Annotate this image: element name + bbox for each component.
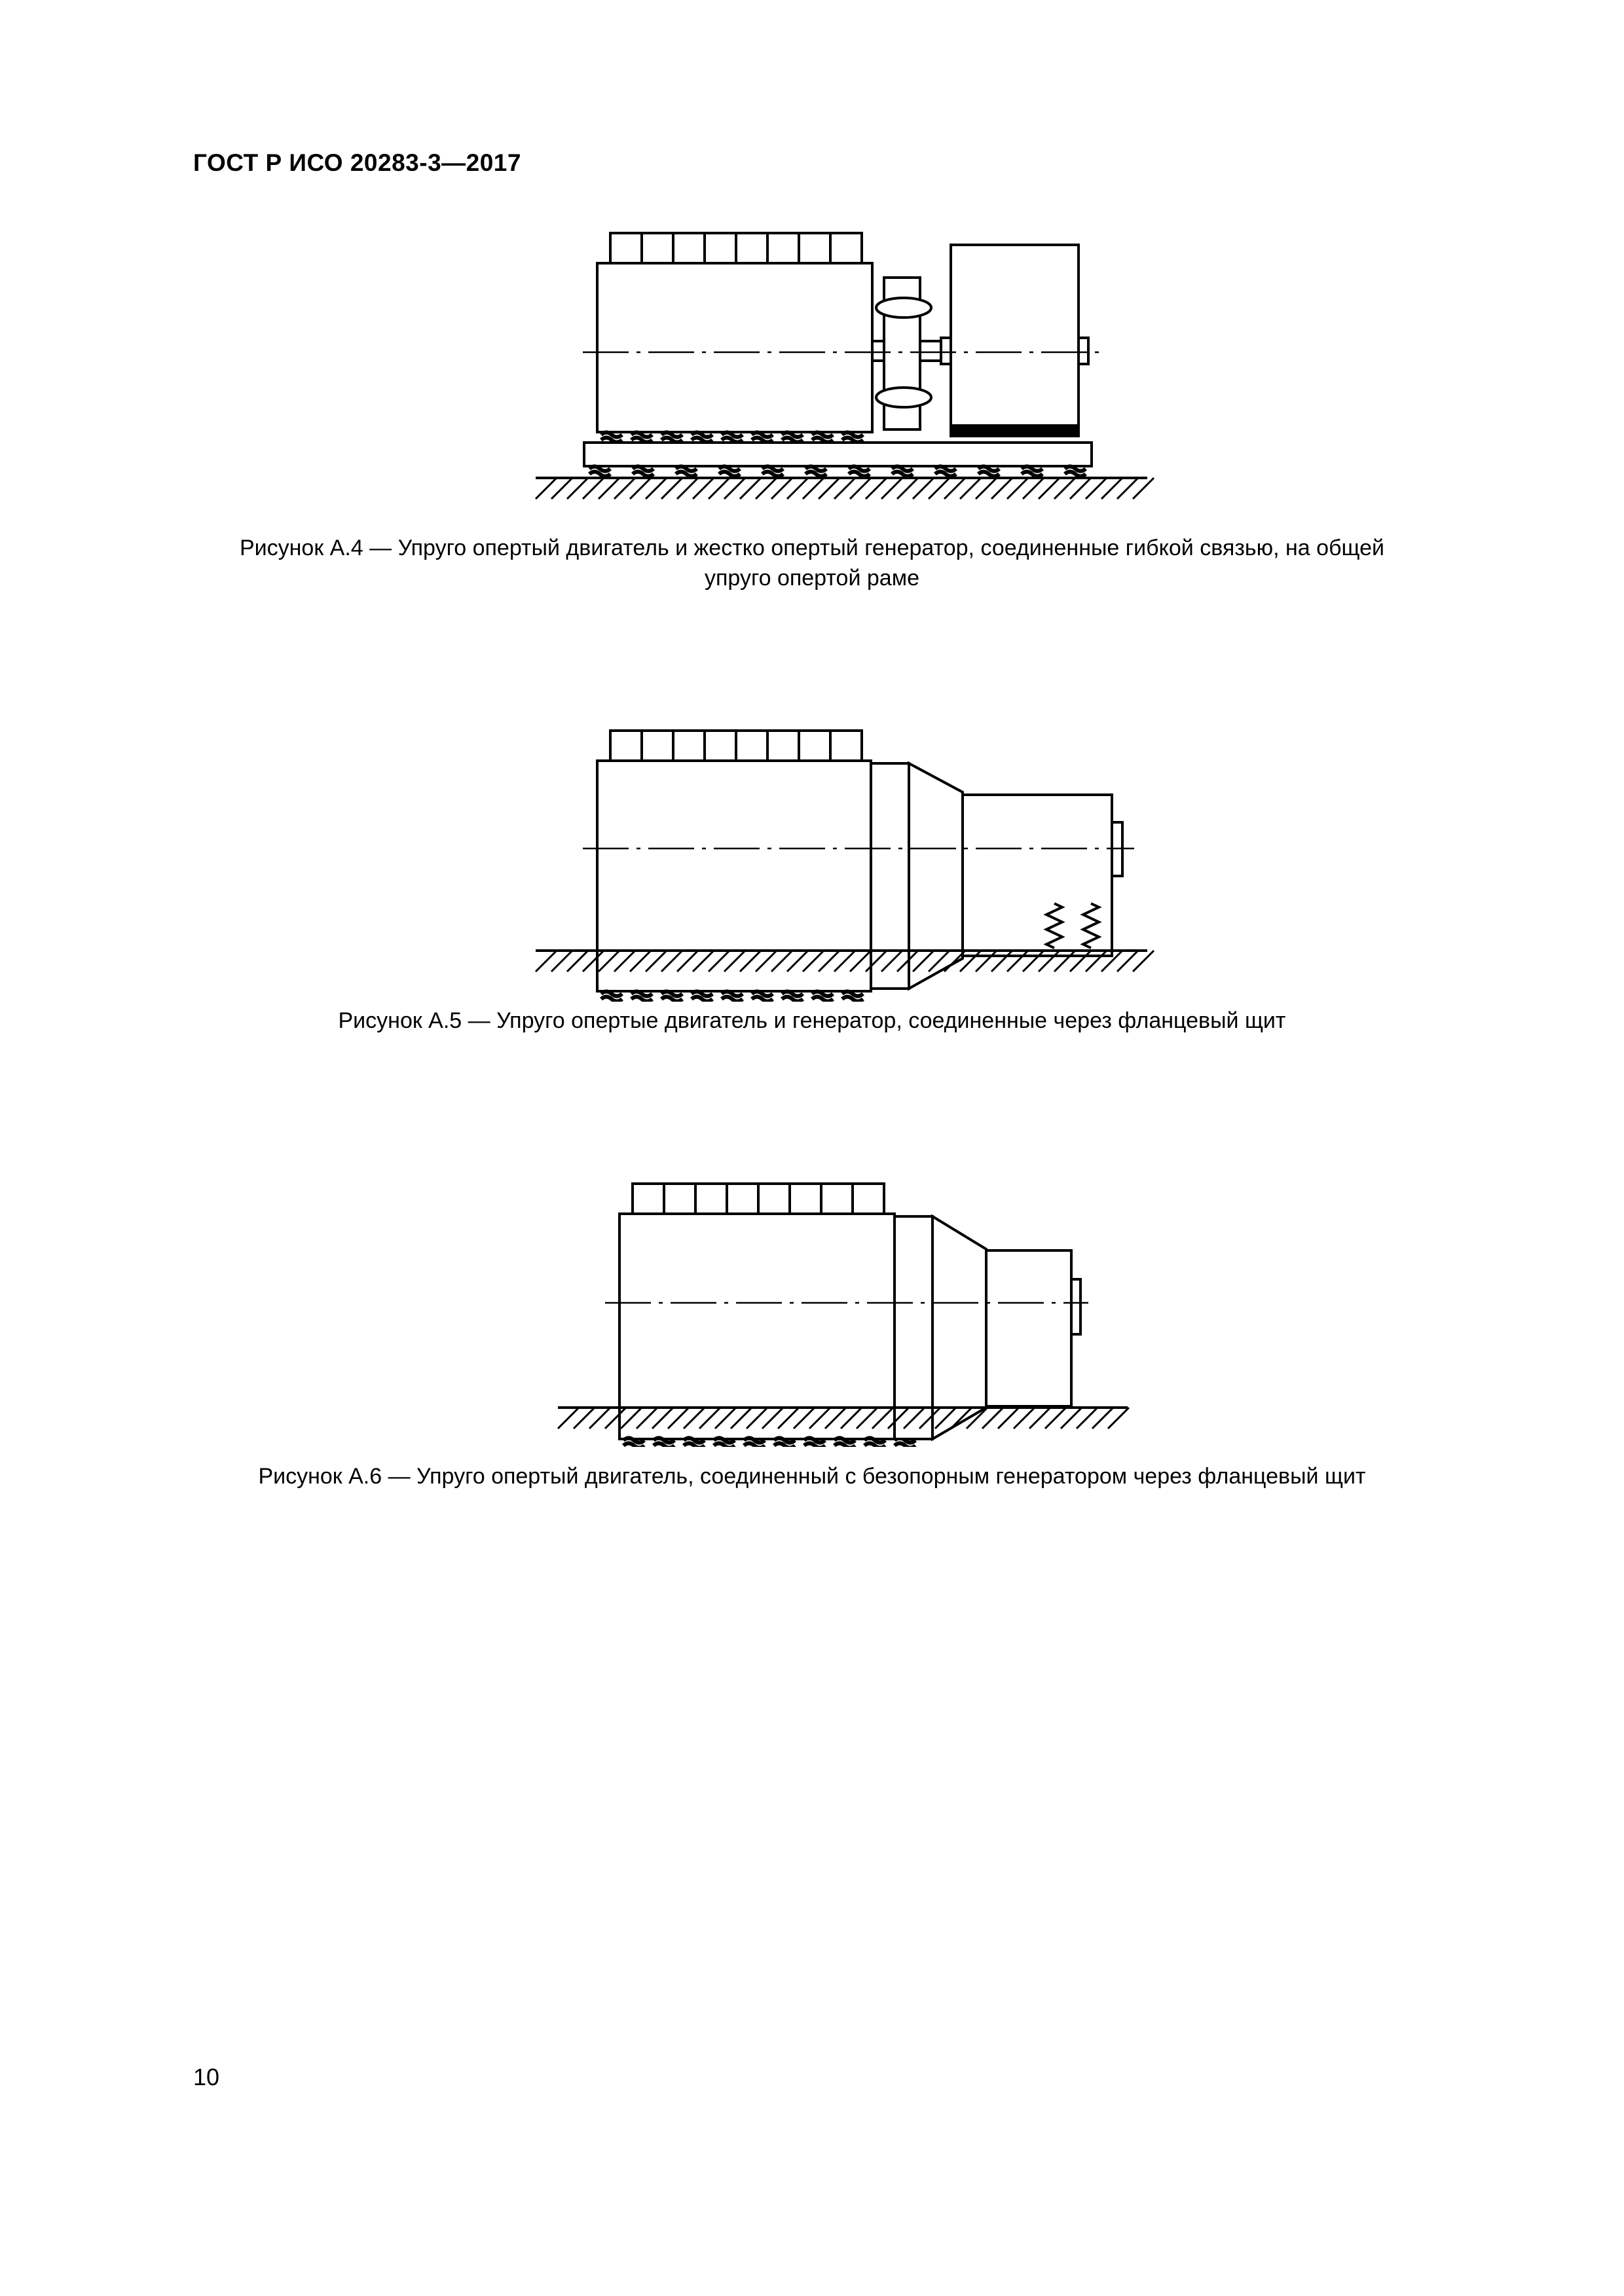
page-number: 10	[193, 2064, 220, 2090]
figure-a5-drawing	[0, 707, 1624, 1002]
figure-a6-caption: Рисунок А.6 — Упруго опертый двигатель, соединенный с безопорным генератором через фланцевый щит	[258, 1464, 1366, 1489]
figure-a4-caption-line1: Рисунок А.4 — Упруго опертый двигатель и жестко опертый генератор, соединенные гибкой связью, на общей	[239, 536, 1385, 560]
document-header: ГОСТ Р ИСО 20283-3—2017	[193, 149, 521, 176]
figure-a5-caption: Рисунок А.5 — Упруго опертые двигатель и генератор, соединенные через фланцевый щит	[338, 1008, 1286, 1033]
figure-a6-drawing	[0, 1165, 1624, 1447]
figure-a4-caption	[196, 533, 1428, 593]
figure-a4-caption-line2: упруго опертой раме	[705, 566, 919, 591]
figure-a4-drawing	[0, 0, 1624, 524]
